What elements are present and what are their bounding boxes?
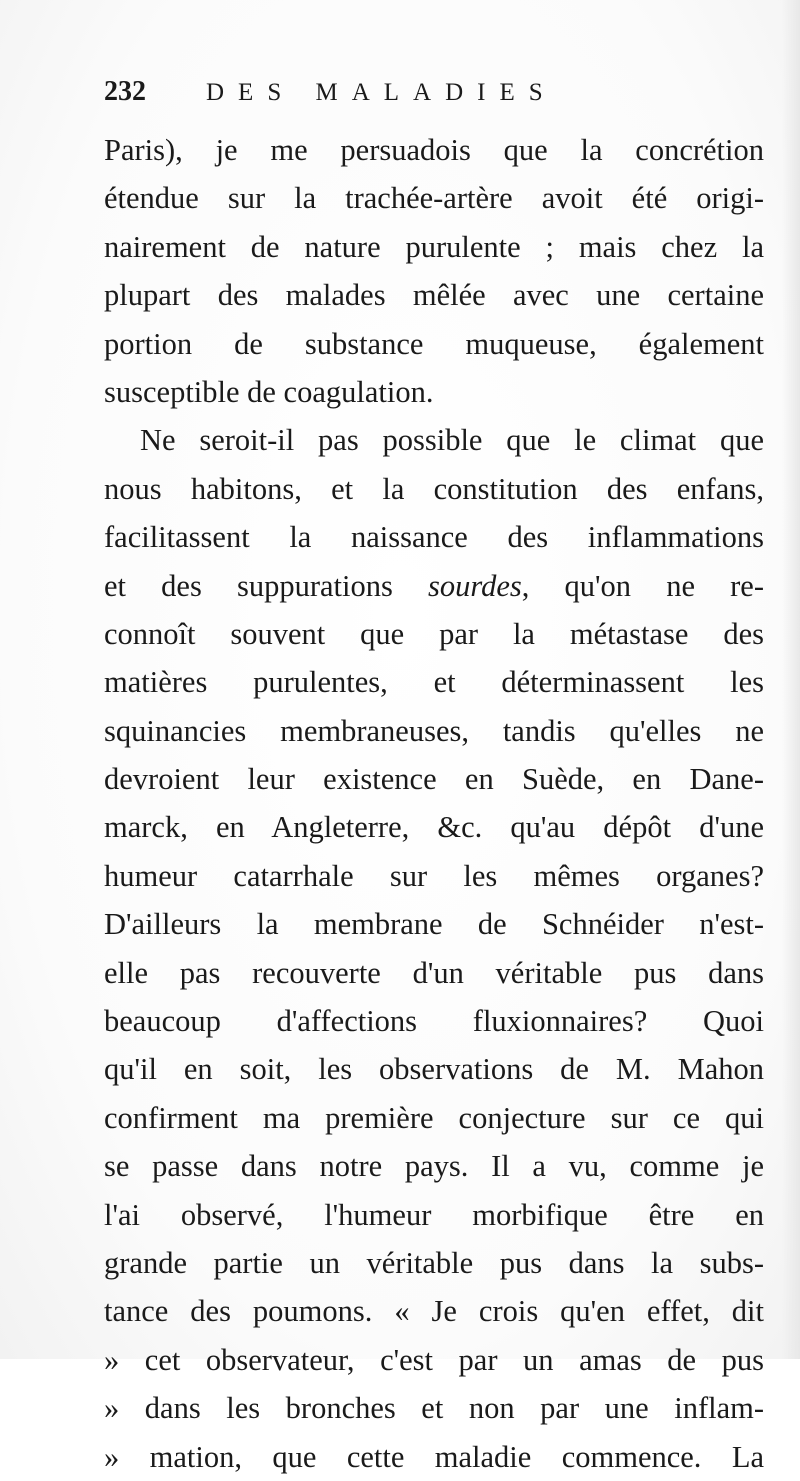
body-text xyxy=(104,126,764,1481)
text-line: matières purulentes, et déterminassent les xyxy=(104,665,764,700)
text-line: tance des poumons. « Je crois qu'en effet, dit xyxy=(104,1294,764,1329)
page-header xyxy=(104,76,664,120)
text-line: grande partie un véritable pus dans la subs- xyxy=(104,1245,764,1280)
text-line: marck, en Angleterre, &c. qu'au dépôt d'une xyxy=(104,810,764,845)
text-line: devroient leur existence en Suède, en Dane- xyxy=(104,762,764,797)
text-line: se passe dans notre pays. Il a vu, comme je xyxy=(104,1149,764,1184)
text-line: susceptible de coagulation. xyxy=(104,374,434,409)
text-line: nous habitons, et la constitution des enfans, xyxy=(104,471,764,506)
text-line: » cet observateur, c'est par un amas de pus xyxy=(104,1342,764,1377)
running-head: DES MALADIES xyxy=(206,79,557,106)
text-line: portion de substance muqueuse, également xyxy=(104,326,764,361)
paragraph-start-line: Ne seroit-il pas possible que le climat que xyxy=(140,423,764,458)
text-line: » dans les bronches et non par une inflam- xyxy=(104,1391,764,1426)
text-line: confirment ma première conjecture sur ce qui xyxy=(104,1100,764,1135)
text-line: D'ailleurs la membrane de Schnéider n'est- xyxy=(104,907,764,942)
text-line: humeur catarrhale sur les mêmes organes? xyxy=(104,858,764,893)
text-line: étendue sur la trachée-artère avoit été origi- xyxy=(104,181,764,216)
page-number: 232 xyxy=(104,76,146,107)
page-edge-shadow xyxy=(782,0,800,1359)
text-line: plupart des malades mêlée avec une certaine xyxy=(104,278,764,313)
text-line-with-italic xyxy=(104,562,764,610)
text-segment: , qu'on ne re- xyxy=(521,568,764,603)
text-line: nairement de nature purulente ; mais chez la xyxy=(104,229,764,264)
text-line: qu'il en soit, les observations de M. Mahon xyxy=(104,1052,764,1087)
text-line: » mation, que cette maladie commence. La xyxy=(104,1439,764,1474)
text-line: elle pas recouverte d'un véritable pus dans xyxy=(104,955,764,990)
text-line: squinancies membraneuses, tandis qu'elles ne xyxy=(104,713,764,748)
text-line: facilitassent la naissance des inflammations xyxy=(104,520,764,555)
text-line: Paris), je me persuadois que la concrétion xyxy=(104,133,764,167)
italic-word: sourdes xyxy=(428,568,522,603)
text-line: l'ai observé, l'humeur morbifique être en xyxy=(104,1197,764,1232)
text-line: connoît souvent que par la métastase des xyxy=(104,616,764,651)
text-line: beaucoup d'affections fluxionnaires? Quoi xyxy=(104,1004,764,1039)
text-segment: et des suppurations xyxy=(104,568,429,603)
